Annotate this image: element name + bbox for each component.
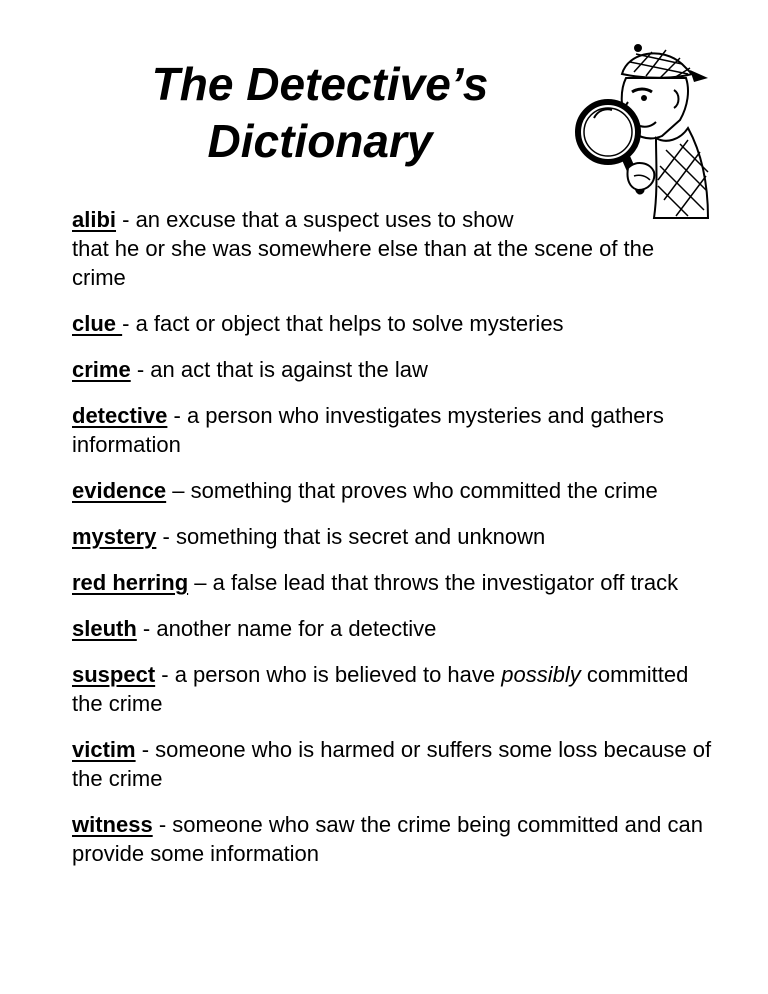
glossary-definition: - someone who is harmed or suffers some loss because of the crime — [72, 737, 712, 791]
glossary-term: clue — [72, 311, 123, 336]
glossary-definition: – something that proves who committed the crime — [166, 478, 658, 503]
glossary-definition-end: committed the crime — [72, 662, 689, 716]
glossary-term: victim — [72, 737, 136, 762]
glossary-entry-clue — [72, 309, 712, 338]
glossary-term: crime — [72, 357, 131, 382]
glossary-term: suspect — [72, 662, 156, 687]
detective-with-magnifying-glass-icon — [570, 40, 710, 220]
glossary-definition: - an excuse that a suspect uses to show — [116, 207, 514, 232]
glossary-entry-sleuth — [72, 614, 712, 643]
glossary-term: witness — [72, 812, 153, 837]
glossary-definition: - a fact or object that helps to solve mysteries — [122, 311, 564, 336]
glossary-definition: - a person who is believed to have — [155, 662, 502, 687]
glossary-entry-crime — [72, 355, 712, 384]
glossary-entry-witness — [72, 810, 712, 868]
glossary-term: evidence — [72, 478, 167, 503]
glossary-definition-emphasis: possibly — [501, 662, 581, 687]
glossary-entry-mystery — [72, 522, 712, 551]
glossary-term: sleuth — [72, 616, 137, 641]
glossary-entry-evidence — [72, 476, 712, 505]
page-title — [100, 56, 540, 170]
glossary-term: red herring — [72, 570, 189, 595]
glossary-definition: - someone who saw the crime being committed and can provide some information — [72, 812, 703, 866]
glossary-definition: - a person who investigates mysteries and gathers information — [72, 403, 664, 457]
glossary-list — [72, 205, 712, 885]
glossary-entry-detective — [72, 401, 712, 459]
glossary-entry-victim — [72, 735, 712, 793]
glossary-definition: - an act that is against the law — [130, 357, 428, 382]
glossary-entry-red-herring — [72, 568, 712, 597]
page-title-line-2: Dictionary — [207, 115, 433, 167]
glossary-entry-alibi-continued — [72, 234, 712, 292]
glossary-entry-suspect — [72, 660, 712, 718]
glossary-definition: - something that is secret and unknown — [156, 524, 546, 549]
glossary-definition: – a false lead that throws the investigator off track — [188, 570, 679, 595]
page-title-line-1: The Detective’s — [151, 58, 489, 110]
glossary-term: alibi — [72, 207, 117, 232]
glossary-term: detective — [72, 403, 168, 428]
glossary-entry-alibi — [72, 205, 582, 234]
glossary-definition-continued: that he or she was somewhere else than at the scene of the crime — [72, 236, 655, 290]
glossary-term: mystery — [72, 524, 157, 549]
glossary-definition: - another name for a detective — [136, 616, 437, 641]
